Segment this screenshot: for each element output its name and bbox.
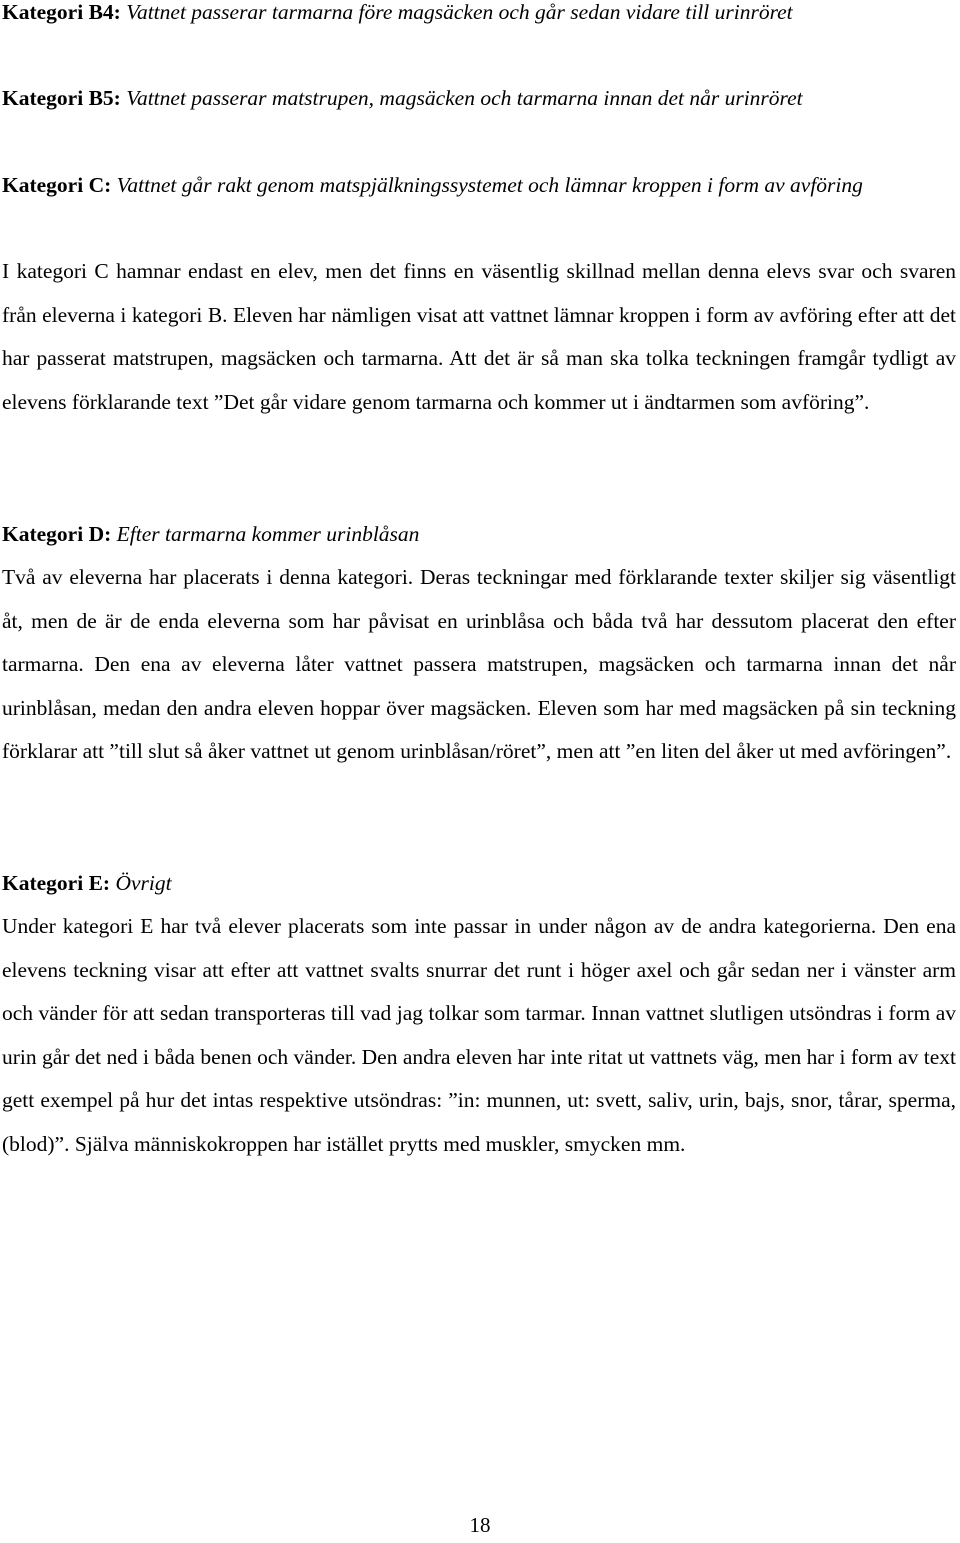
heading-label: Kategori E: <box>2 871 111 895</box>
heading-title: Efter tarmarna kommer urinblåsan <box>116 522 420 546</box>
heading-title: Vattnet går rakt genom matspjälkningssystemet och lämnar kroppen i form av avföring <box>116 173 863 197</box>
heading-label: Kategori C: <box>2 173 112 197</box>
heading-kategori-b5 <box>2 77 958 120</box>
heading-title: Vattnet passerar matstrupen, magsäcken och tarmarna innan det når urinröret <box>126 86 803 110</box>
paragraph-kategori-d: Två av eleverna har placerats i denna kategori. Deras teckningar med förklarande texter skiljer sig väsentligt åt, men de är de enda eleverna som har påvisat en urinblåsa och båda två har dessutom placerat den efter tarmarna. Den ena av eleverna låter vattnet passera matstrupen, magsäcken och tarmarna innan det når urinblåsan, medan den andra eleven hoppar över magsäcken. Eleven som har med magsäcken på sin teckning förklarar att ”till slut så åker vattnet ut genom urinblåsan/röret”, men att ”en liten del åker ut med avföringen”. <box>2 565 956 764</box>
heading-label: Kategori B5: <box>2 86 121 110</box>
paragraph-kategori-e: Under kategori E har två elever placerats som inte passar in under någon av de andra kategorierna. Den ena elevens teckning visar att efter att vattnet svalts snurrar det runt i höger axel och går sedan ner i vänster arm och vänder för att sedan transporteras till vad jag tolkar som tarmar. Innan vattnet slutligen utsöndras i form av urin går det ned i båda benen och vänder. Den andra eleven har inte ritat ut vattnets väg, men har i form av text gett exempel på hur det intas respektive utsöndras: ”in: munnen, ut: svett, saliv, urin, bajs, snor, tårar, sperma, (blod)”. Själva människokroppen har istället prytts med muskler, smycken mm. <box>2 914 956 1156</box>
heading-kategori-e <box>2 862 958 905</box>
heading-kategori-d <box>2 513 958 556</box>
paragraph-kategori-c: I kategori C hamnar endast en elev, men det finns en väsentlig skillnad mellan denna elevs svar och svaren från eleverna i kategori B. Eleven har nämligen visat att vattnet lämnar kroppen i form av avföring efter att det har passerat matstrupen, magsäcken och tarmarna. Att det är så man ska tolka teckningen framgår tydligt av elevens förklarande text ”Det går vidare genom tarmarna och kommer ut i ändtarmen som avföring”. <box>2 259 956 414</box>
heading-label: Kategori B4: <box>2 0 121 24</box>
heading-title: Övrigt <box>115 871 172 895</box>
page-number: 18 <box>469 1513 491 1537</box>
heading-kategori-b4 <box>2 0 958 34</box>
heading-kategori-c <box>2 164 958 207</box>
heading-title: Vattnet passerar tarmarna före magsäcken och går sedan vidare till urinröret <box>126 0 793 24</box>
heading-label: Kategori D: <box>2 522 112 546</box>
